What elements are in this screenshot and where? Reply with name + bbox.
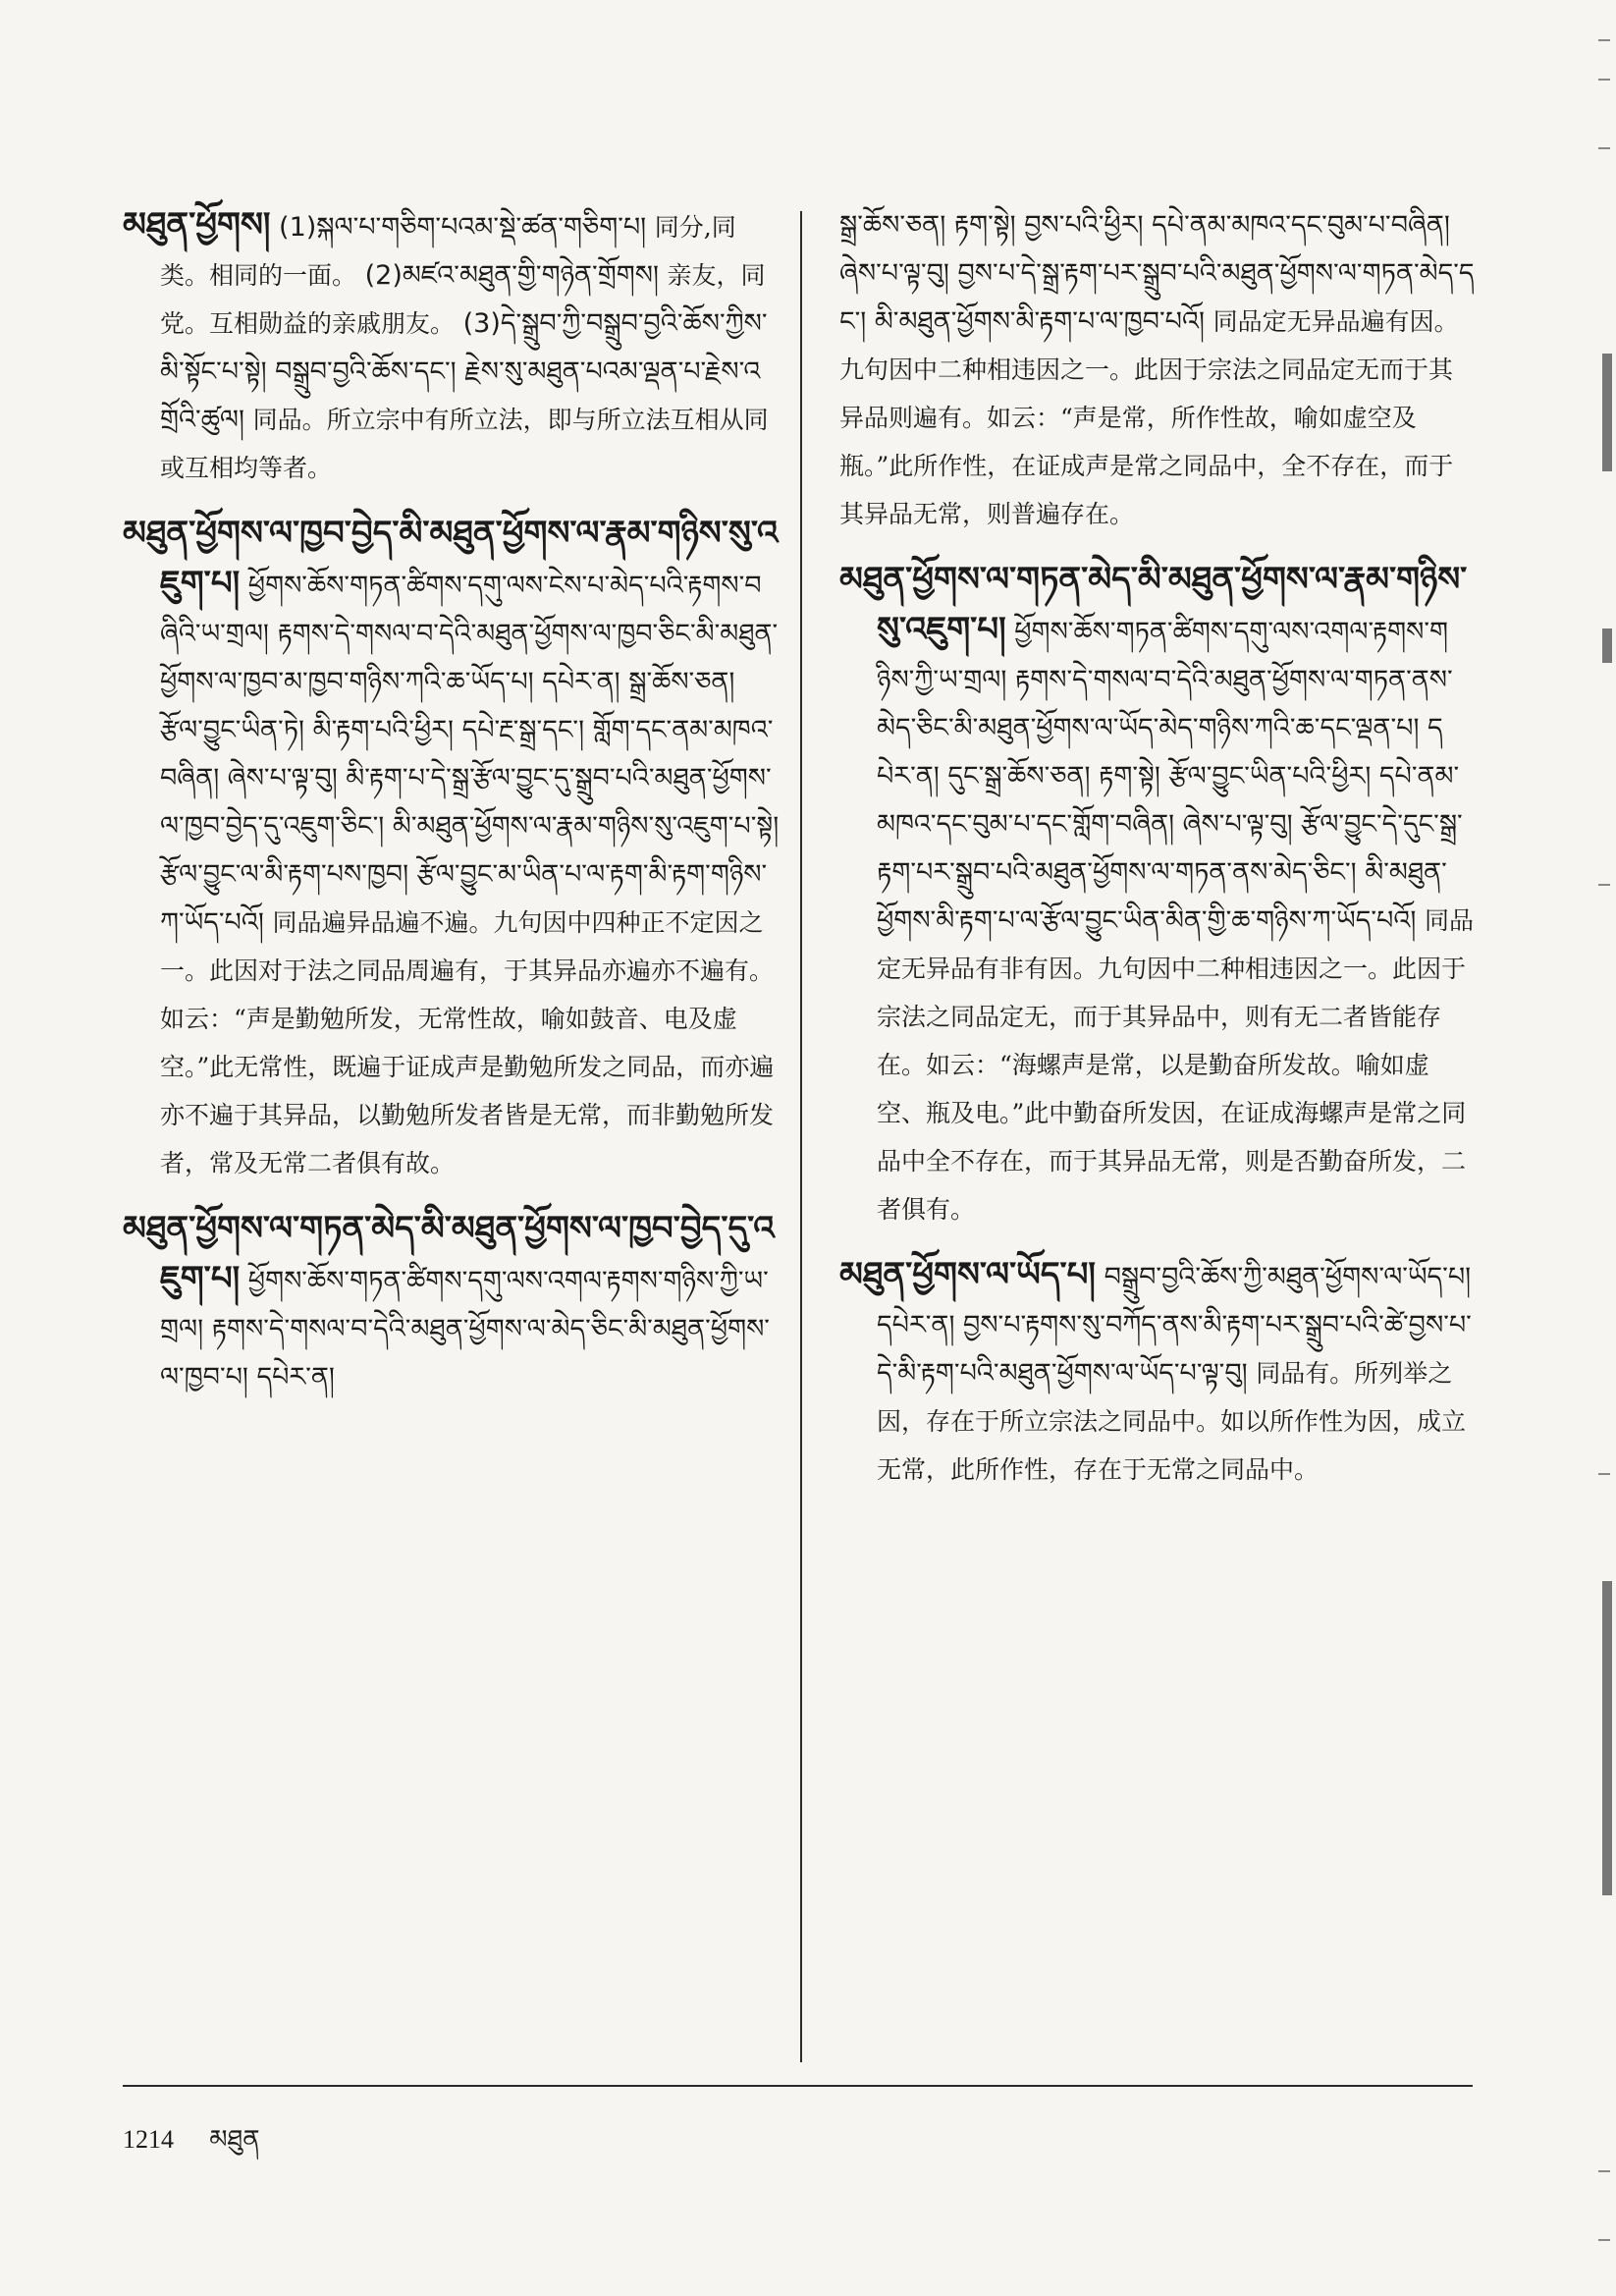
entry-continued: [839, 201, 1476, 538]
tibetan-text: ཕྱོགས་ཆོས་གཏན་ཚིགས་དགུ་ལས་འགལ་རྟགས་གཉིས་ཀྱི་ཡ་གྲལ། རྟགས་དེ་གསལ་བ་དེའི་མཐུན་ཕྱོགས་ལ་མེད་ཅིང་མི་མཐུན་ཕྱོགས་ལ་ཁྱབ་པ། དཔེར་ན།: [160, 1266, 770, 1393]
column-divider: [800, 211, 802, 2062]
entry-text-tibetan: [839, 201, 1476, 538]
entry-text-tibetan: [839, 556, 1476, 1233]
headword: མཐུན་ཕྱོགས།: [123, 205, 271, 245]
chinese-inline: 同品定无异品有非有因。九句因中二种相违因之一。此因于宗法之同品定无，而于其异品中，则有无二者皆能存在。如云：“海螺声是常，以是勤奋所发故。喻如虚空、瓶及电。”此中勤奋所发因，在证成海螺声是常之同品中全不存在，而于其异品无常，则是否勤奋所发，二者俱有。: [877, 906, 1474, 1224]
entry-text-tibetan: [839, 1251, 1476, 1494]
tibetan-text: (1)སྐལ་པ་གཅིག་པའམ་སྡེ་ཚན་གཅིག་པ།: [279, 212, 655, 243]
page-number: 1214: [123, 2125, 174, 2154]
entry-2: [123, 510, 781, 1187]
chinese-inline: 同品有。所列举之因，存在于所立宗法之同品中。如以所作性为因，成立无常，此所作性，存在于无常之同品中。: [877, 1359, 1467, 1484]
running-head: མཐུན: [209, 2125, 260, 2155]
headword: མཐུན་ཕྱོགས་ལ་གཏན་མེད་མི་མཐུན་ཕྱོགས་ལ་རྣམ་གཉིས་སུ་འཇུག་པ།: [839, 560, 1468, 649]
left-column: [123, 201, 781, 1419]
tibetan-text: (3)དེ་སྒྲུབ་ཀྱི་བསྒྲུབ་བྱའི་ཆོས་ཀྱིས་མི་སྟོང་པ་སྟེ། བསྒྲུབ་བྱའི་ཆོས་དང་། རྗེས་སུ་མཐུན་པའམ་ལྡན་པ་རྗེས་འགྲོའི་ཚུལ།: [160, 308, 768, 435]
entry-text-tibetan: [123, 510, 781, 1187]
entry-5: [839, 1251, 1476, 1494]
headword: མཐུན་ཕྱོགས་ལ་ཡོད་པ།: [839, 1255, 1096, 1294]
chinese-inline: 同品。所立宗中有所立法，即与所立法互相从同或互相均等者。: [160, 406, 769, 482]
entry-text-tibetan: [123, 201, 781, 492]
scan-edge-marks: [1581, 0, 1616, 2296]
tibetan-text: ཕྱོགས་ཆོས་གཏན་ཚིགས་དགུ་ལས་འགལ་རྟགས་གཉིས་ཀྱི་ཡ་གྲལ། རྟགས་དེ་གསལ་བ་དེའི་མཐུན་ཕྱོགས་ལ་གཏན་ནས་མེད་ཅིང་མི་མཐུན་ཕྱོགས་ལ་ཡོད་མེད་གཉིས་ཀའི་ཆ་དང་ལྡན་པ། དཔེར་ན། དུང་སྒྲ་ཆོས་ཅན། རྟག་སྟེ། རྩོལ་བྱུང་ཡིན་པའི་ཕྱིར། དཔེ་ནམ་མཁའ་དང་བུམ་པ་དང་གློག་བཞིན། ཞེས་པ་ལྟ་བུ། རྩོལ་བྱུང་དེ་དུང་སྒྲ་རྟག་པར་སྒྲུབ་པའི་མཐུན་ཕྱོགས་ལ་གཏན་ནས་མེད་ཅིང་། མི་མཐུན་ཕྱོགས་མི་རྟག་པ་ལ་རྩོལ་བྱུང་ཡིན་མིན་གྱི་ཆ་གཉིས་ཀ་ཡོད་པའོ།: [877, 617, 1463, 936]
entry-text-tibetan: [123, 1205, 781, 1401]
right-column: [839, 201, 1476, 1511]
headword: མཐུན་ཕྱོགས་ལ་གཏན་མེད་མི་མཐུན་ཕྱོགས་ལ་ཁྱབ་བྱེད་དུ་འཇུག་པ།: [123, 1209, 775, 1298]
tibetan-text: སྒྲ་ཆོས་ཅན། རྟག་སྟེ། བྱས་པའི་ཕྱིར། དཔེ་ནམ་མཁའ་དང་བུམ་པ་བཞིན། ཞེས་པ་ལྟ་བུ། བྱས་པ་དེ་སྒྲ་རྟག་པར་སྒྲུབ་པའི་མཐུན་ཕྱོགས་ལ་གཏན་མེད་དང་། མི་མཐུན་ཕྱོགས་མི་རྟག་པ་ལ་ཁྱབ་པའོ།: [839, 210, 1475, 337]
entry-3: [123, 1205, 781, 1401]
tibetan-text: བསྒྲུབ་བྱའི་ཆོས་ཀྱི་མཐུན་ཕྱོགས་ལ་ཡོད་པ། དཔེར་ན། བྱས་པ་རྟགས་སུ་བཀོད་ནས་མི་རྟག་པར་སྒྲུབ་པའི་ཚེ་བྱས་པ་དེ་མི་རྟག་པའི་མཐུན་ཕྱོགས་ལ་ཡོད་པ་ལྟ་བུ།: [877, 1262, 1472, 1389]
tibetan-text: (2)མཛའ་མཐུན་གྱི་གཉེན་གྲོགས།: [364, 260, 668, 291]
headword: མཐུན་ཕྱོགས་ལ་ཁྱབ་བྱེད་མི་མཐུན་ཕྱོགས་ལ་རྣམ་གཉིས་སུ་འཇུག་པ།: [123, 514, 779, 603]
chinese-inline: 同品定无异品遍有因。九句因中二种相违因之一。此因于宗法之同品定无而于其异品则遍有。如云：“声是常，所作性故，喻如虚空及瓶。”此所作性，在证成声是常之同品中，全不存在，而于其异品无常，则普遍存在。: [839, 307, 1459, 528]
page-footer: [123, 2111, 260, 2183]
entry-1: [123, 201, 781, 492]
tibetan-text: ཕྱོགས་ཆོས་གཏན་ཚིགས་དགུ་ལས་ངེས་པ་མེད་པའི་རྟགས་བཞིའི་ཡ་གྲལ། རྟགས་དེ་གསལ་བ་དེའི་མཐུན་ཕྱོགས་ལ་ཁྱབ་ཅིང་མི་མཐུན་ཕྱོགས་ལ་ཁྱབ་མ་ཁྱབ་གཉིས་ཀའི་ཆ་ཡོད་པ། དཔེར་ན། སྒྲ་ཆོས་ཅན། རྩོལ་བྱུང་ཡིན་ཏེ། མི་རྟག་པའི་ཕྱིར། དཔེ་རྔ་སྒྲ་དང་། གློག་དང་ནམ་མཁའ་བཞིན། ཞེས་པ་ལྟ་བུ། མི་རྟག་པ་དེ་སྒྲ་རྩོལ་བྱུང་དུ་སྒྲུབ་པའི་མཐུན་ཕྱོགས་ལ་ཁྱབ་བྱེད་དུ་འཇུག་ཅིང་། མི་མཐུན་ཕྱོགས་ལ་རྣམ་གཉིས་སུ་འཇུག་པ་སྟེ། རྩོལ་བྱུང་ལ་མི་རྟག་པས་ཁྱབ། རྩོལ་བྱུང་མ་ཡིན་པ་ལ་རྟག་མི་རྟག་གཉིས་ཀ་ཡོད་པའོ།: [160, 571, 780, 938]
chinese-inline: 同分,同类。相同的一面。: [160, 213, 736, 290]
chinese-inline: 同品遍异品遍不遍。九句因中四种正不定因之一。此因对于法之同品周遍有，于其异品亦遍亦不遍有。如云：“声是勤勉所发，无常性故，喻如鼓音、电及虚空。”此无常性，既遍于证成声是勤勉所发之同品，而亦遍亦不遍于其异品，以勤勉所发者皆是无常，而非勤勉所发者，常及无常二者俱有故。: [160, 908, 775, 1177]
entry-4: [839, 556, 1476, 1233]
footer-rule: [123, 2085, 1473, 2087]
chinese-inline: 亲友，同党。互相勋益的亲戚朋友。: [160, 261, 766, 338]
